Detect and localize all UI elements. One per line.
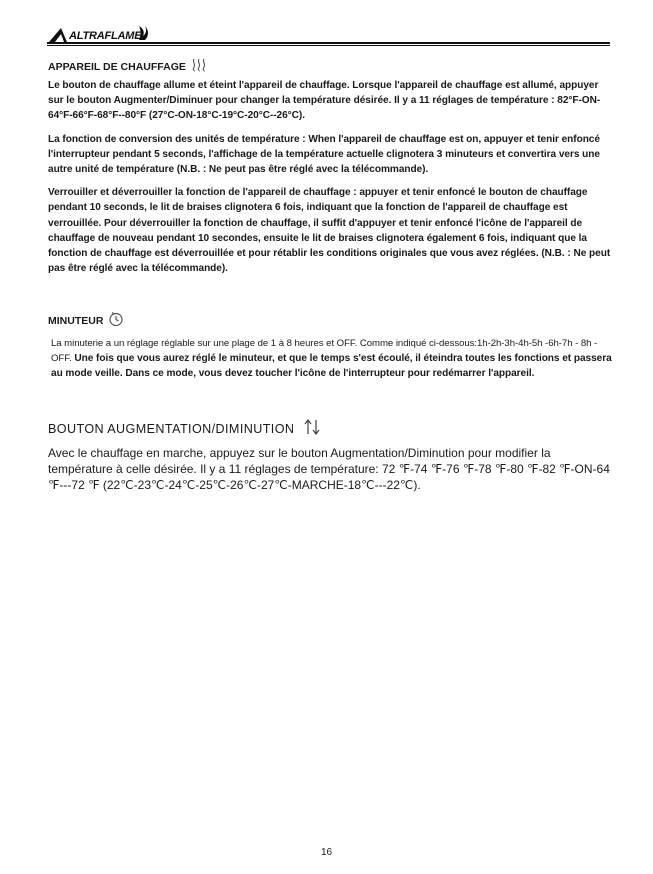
section-appareil-chauffage [48,58,612,276]
heat-waves-icon [191,58,207,76]
paragraph-lead: Verrouiller et déverrouiller la fonction de l'appareil de chauffage : [48,187,357,199]
paragraph-bold: Une fois que vous aurez réglé le minuteur, et que le temps s'est écoulé, il éteindra toutes les fonctions et passera au mode veille. Dans ce mode, vous devez toucher l'icône de l'interrupteur pour redémarrer l'appareil. [51,353,612,380]
up-down-arrows-icon [303,418,321,440]
chauffage-paragraph-3 [48,185,612,276]
paragraph-body: appuyer et tenir enfoncé le bouton de chauffage pendant 10 seconds, le lit de braises clignotera 6 fois, indiquant que la fonction de l'appareil de chauffage est verrouillée. Pour déverrouiller la fonction de chauffage, il suffit d'appuyer et tenir enfoncé l'icône de l'appareil de chauffage de nouveau pendant 10 secondes, ensuite le lit de braises clignotera également 6 fois, indiquant que la fonction de chauffage est déverrouillée et pour rétablir les conditions originales que vous avez réglées. (N.B. : Ne peut pas être réglé avec la télécommande). [48,187,611,275]
minuteur-paragraph [48,336,612,382]
heading-text: APPAREIL DE CHAUFFAGE [48,61,186,73]
section-heading [48,58,612,76]
chauffage-paragraph-1: Le bouton de chauffage allume et éteint l'appareil de chauffage. Lorsque l'appareil de chauffage est allumé, appuyer sur le bouton Augmenter/Diminuer pour changer la température désirée. Il y a 11 réglages de température : 82°F-ON-64°F-66°F-68°F--80°F (27°C-ON-18°C-19°C-20°C--26°C). [48,80,601,122]
chauffage-paragraph-2 [48,132,612,178]
page-number: 16 [320,847,333,858]
section-heading [48,418,612,440]
page-header [47,22,610,48]
heading-text: BOUTON AUGMENTATION/DIMINUTION [48,422,295,436]
paragraph-body: When l'appareil de chauffage est on, appuyer et tenir enfoncé l'interrupteur pendant 5 seconds, l'affichage de la température actuelle clignotera 3 minuteurs et convertira vers une autre unité de température (N.B. : Ne peut pas être réglé avec la télécommande). [48,133,600,176]
section-minuteur [48,311,612,382]
section-bouton-augmentation [48,418,612,493]
brand-logo [47,22,157,44]
paragraph-normal: La minuterie a un réglage réglable sur une plage de 1 à 8 heures et OFF. Comme indiqué ci-dessous:1h-2h-3h-4h-5h -6h-7h - 8h -OFF. [51,338,598,365]
section-heading [48,311,612,331]
bouton-paragraph: Avec le chauffage en marche, appuyez sur le bouton Augmentation/Diminution pour modifier la température à celle désirée. Il y a 11 réglages de température: 72 ℉-74 ℉-76 ℉-78 ℉-80 ℉-82 ℉-ON-64 ℉---72 ℉ (22℃-23℃-24℃-25℃-26℃-27℃-MARCHE-18℃---22℃). [48,446,610,492]
paragraph-lead: La fonction de conversion des unités de température : [48,133,306,145]
header-rule-thick [47,42,610,44]
heading-text: MINUTEUR [48,315,104,327]
header-rule-thin [47,45,610,46]
logo-text: ALTRAFLAME [69,30,142,42]
timer-icon [108,311,124,331]
